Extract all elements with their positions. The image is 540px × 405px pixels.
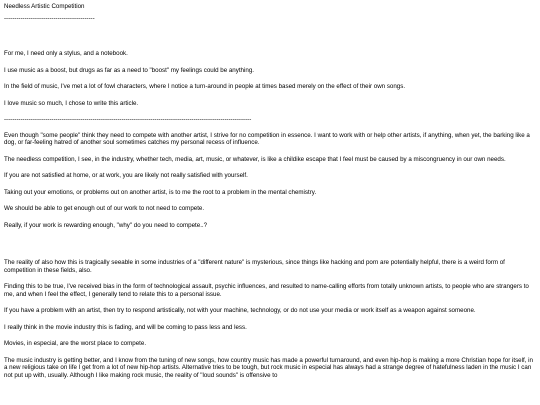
paragraph: Taking out your emotions, or problems out on another artist, is to me the root to a problem in the mental chemistry. xyxy=(4,188,317,196)
paragraph: I really think in the movie industry this is fading, and will be coming to pass less and less. xyxy=(4,323,247,331)
paragraph: The reality of also how this is tragically seeable in some industries of a "different nature" is mysterious, since things like hacking and porn are potentially helpful, there is a weird form of competition in these fields, also. xyxy=(4,259,505,274)
paragraph: In the field of music, I've met a lot of fowl characters, where I notice a turn-around in people at times based merely on the effect of their own songs. xyxy=(4,83,406,90)
paragraph: I love music so much, I chose to write this article. xyxy=(4,99,139,107)
paragraph: If you have a problem with an artist, then try to respond artistically, not with your machine, technology, or do not use your media or work itself as a weapon against someone. xyxy=(4,307,476,314)
paragraph: If you are not satisfied at home, or at work, you are likely not really satisfied with yourself. xyxy=(4,172,248,179)
article-title: Needless Artistic Competition xyxy=(4,3,85,10)
title-divider: -------------------------------------------- xyxy=(4,14,95,22)
paragraph: Really, if your work is rewarding enough, "why" do you need to compete..? xyxy=(4,221,208,229)
paragraph: Movies, in especial, are the worst place to compete. xyxy=(4,340,147,347)
paragraph: For me, I need only a stylus, and a notebook. xyxy=(4,50,128,57)
paragraph: The needless competition, I see, in the industry, whether tech, media, art, music, or whatever, is like a childike escape that I feel must be caused by a miscongruency in our own needs. xyxy=(4,155,506,163)
article xyxy=(4,3,534,388)
paragraph: Finding this to be true, I've received bias in the form of technological assault, psychic influences, and resulted to name-calling efforts from totally unknown artists, to people who are strangers to me, and when I feel the effect, I generally tend to relate this to a personal issue. xyxy=(4,283,529,298)
paragraph: Even though "some people" think they need to compete with another artist, I strive for no competition in essence. I want to work with or help other artists, if anything, when yet, the barking like a dog, or far-feeling hatred of another soul sometimes catches my personal recess of influence. xyxy=(4,131,530,146)
paragraph: We should be able to get enough out of our work to not need to compete. xyxy=(4,205,205,212)
paragraph: I use music as a boost, but drugs as far as a need to "boost" my feelings could be anything. xyxy=(4,66,254,74)
section-divider: ------------------------------------------------------------------------------------------------------------------------ xyxy=(4,116,252,123)
paragraph: The music industry is getting better, and I know from the tuning of new songs, how country music has made a powerful turnaround, and even hip-hop is making a more Christian hope for itself, in a new religious take on life I get from a lot of new hip-hop artists. Alternative tries to be tough, but rock music in especial has always had a strange degree of hatefulness laden in the music I can not put up with, usually. Although I like making rock music, the reality of "loud sounds" is offensive to xyxy=(4,356,533,379)
